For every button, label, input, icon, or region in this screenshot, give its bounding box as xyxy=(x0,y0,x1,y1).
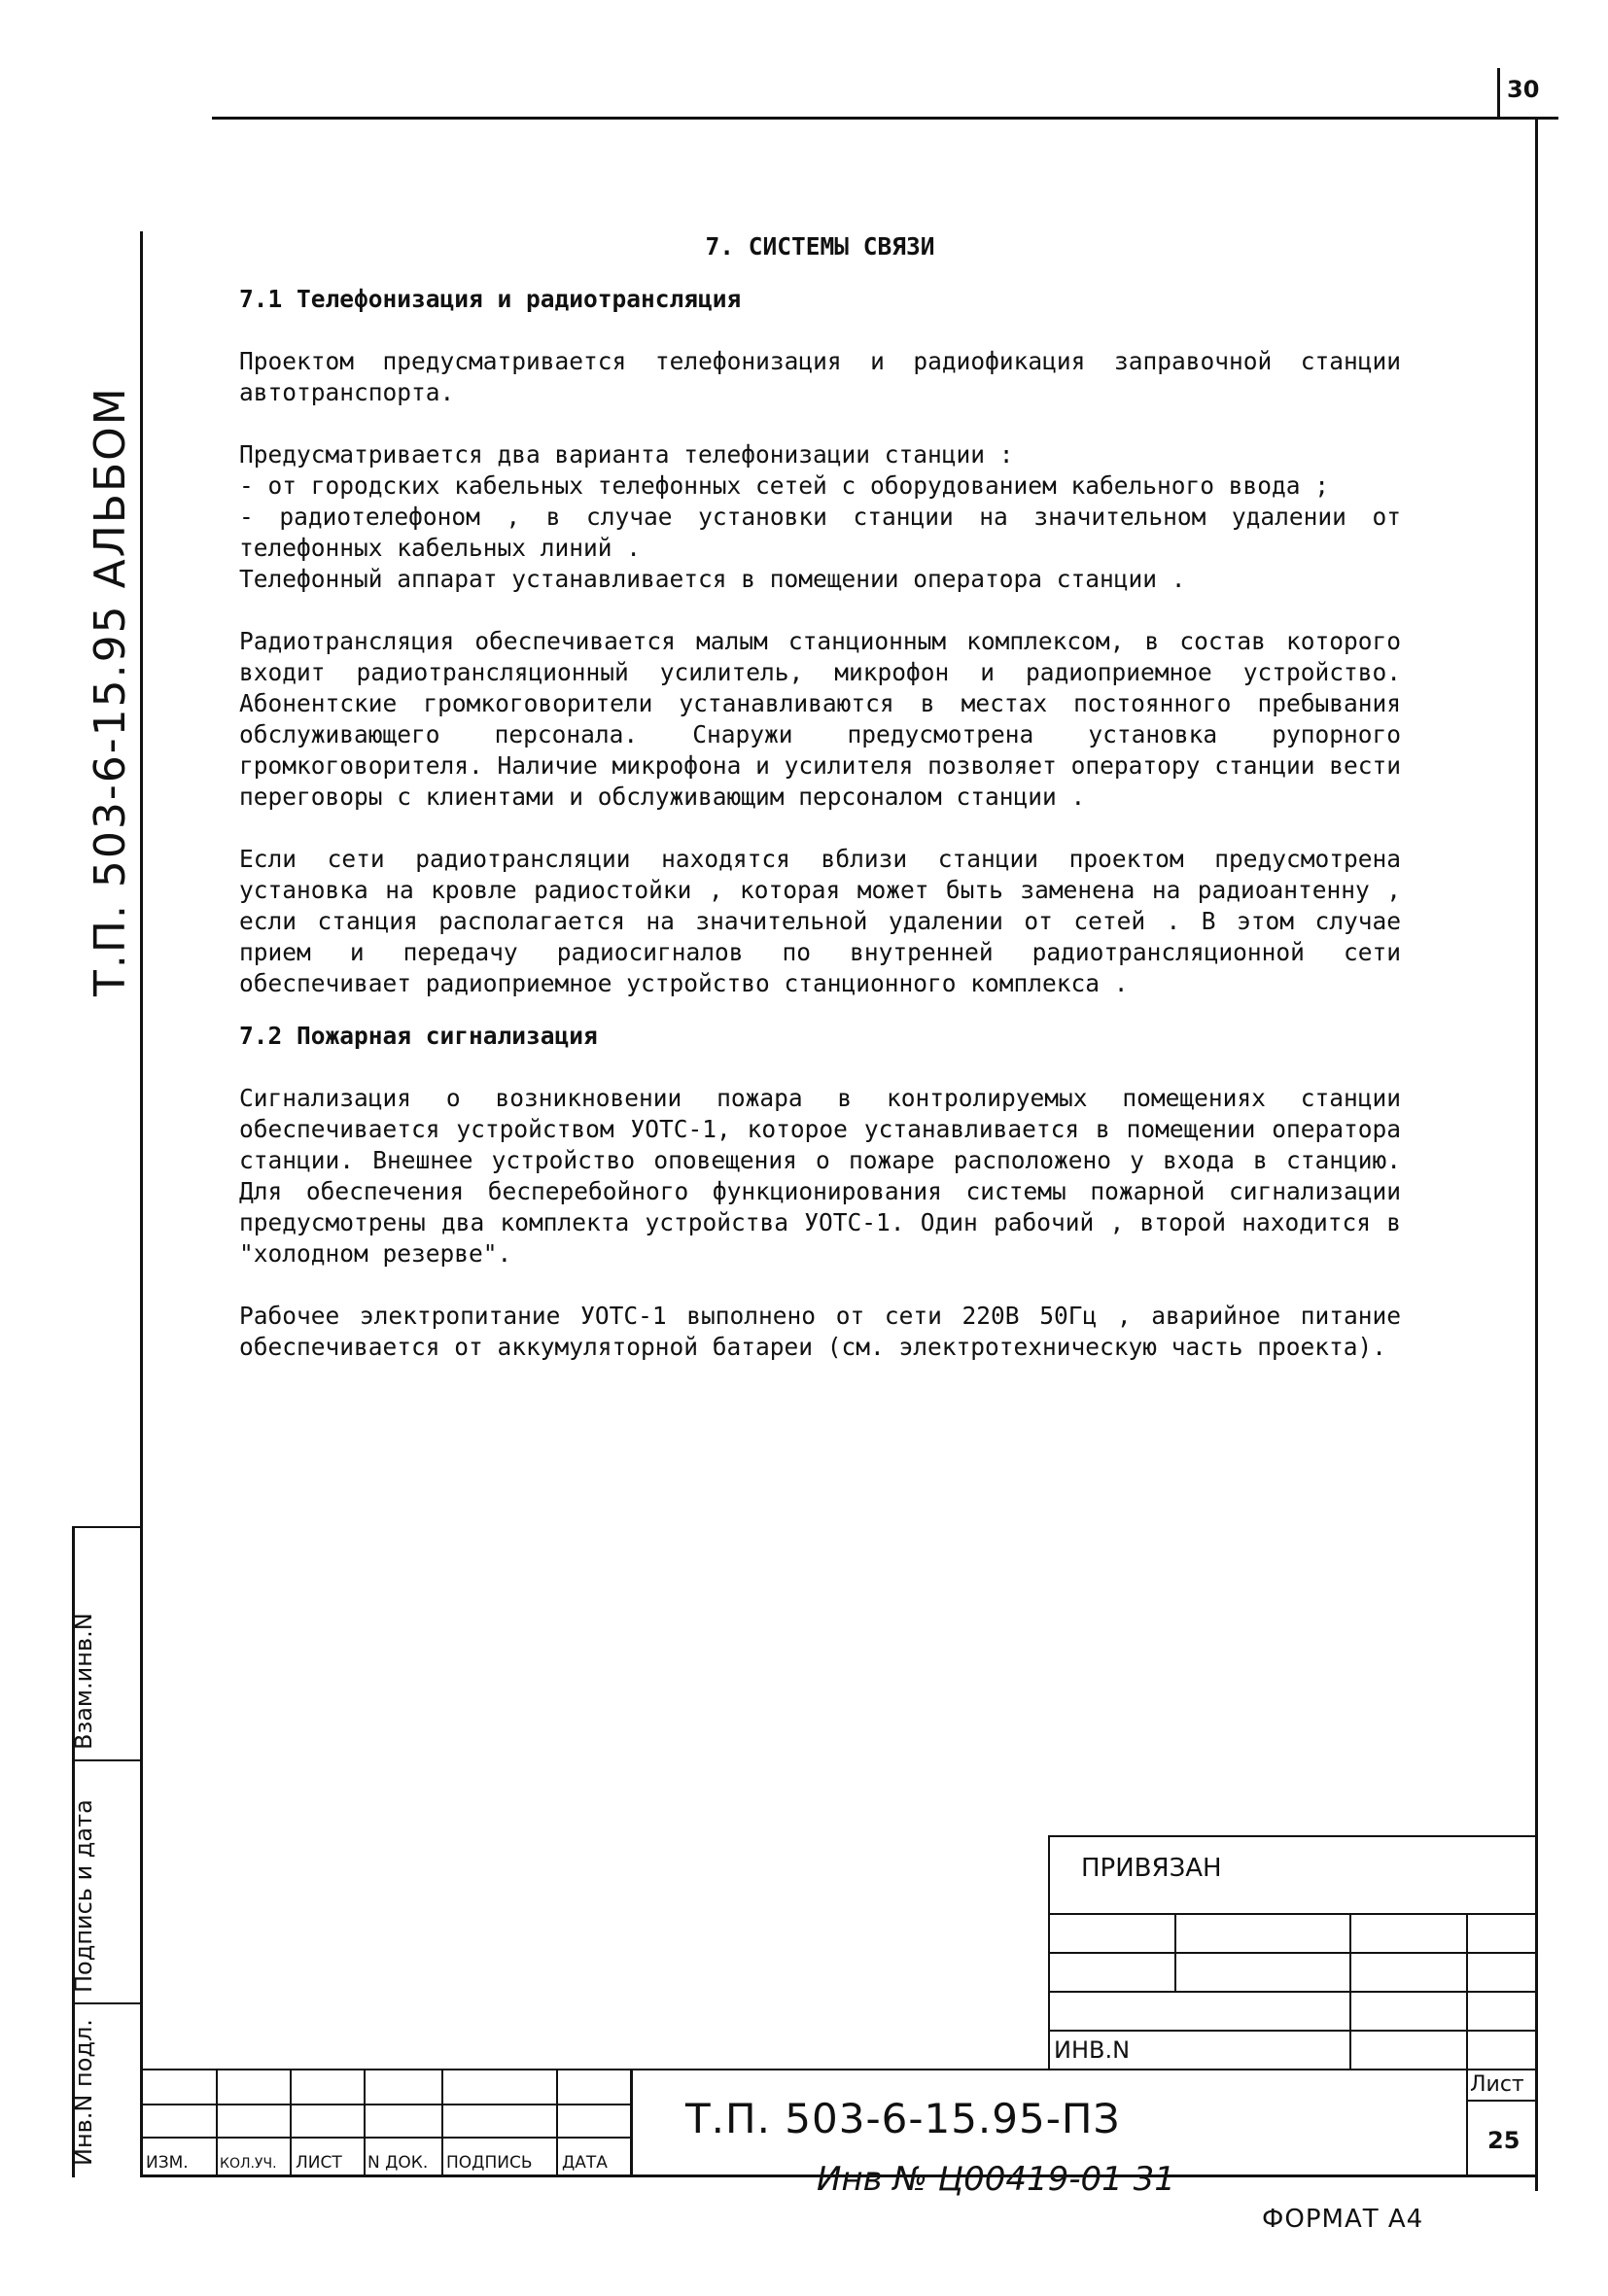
col-kol-uch: КОЛ.УЧ. xyxy=(220,2156,277,2172)
side-label-podpis-data: Подпись и дата xyxy=(70,1799,97,1993)
side-label-inv-podl: Инв.N подл. xyxy=(70,2019,97,2166)
paragraph-fire-alarm: Сигнализация о возникновении пожара в контролируемых помещениях станции обеспечивается устройством УОТС-1, которое устанавливается в помещении оператора станции. Внешнее устройство оповещения о пожаре расположено у входа в станцию. Для обеспечения бесперебойного функционирования системы пожарной сигнализации предусмотрены два комплекта устройства УОТС-1. Один рабочий , второй находится в "холодном резерве". xyxy=(239,1084,1401,1268)
paragraph-radio: Радиотрансляция обеспечивается малым станционным комплексом, в состав которого входит радиотрансляционный усилитель, микрофон и радиоприемное устройство. Абонентские громкоговорители устанавливаются в местах постоянного пребывания обслуживающего персонала. Снаружи предусмотрена установка рупорного громкоговорителя. Наличие микрофона и усилителя позволяет оператору станции вести переговоры с клиентами и обслуживающим персоналом станции . xyxy=(239,627,1401,811)
side-strip-div1 xyxy=(72,1759,142,1761)
stamp-top xyxy=(1048,1835,1538,1837)
stamp-inv-n: ИНВ.N xyxy=(1054,2036,1131,2064)
section-7-2-heading: 7.2 Пожарная сигнализация xyxy=(239,1022,598,1050)
list-box-divider xyxy=(1466,2100,1538,2102)
format-label: ФОРМАТ А4 xyxy=(1262,2205,1424,2234)
top-rule xyxy=(212,117,1558,120)
col-podpis: ПОДПИСЬ xyxy=(446,2153,533,2173)
side-strip-top xyxy=(72,1526,142,1528)
document-body xyxy=(239,231,1401,1363)
section-7-1-heading: 7.1 Телефонизация и радиотрансляция xyxy=(239,285,742,313)
list-box-left xyxy=(1466,2069,1468,2177)
paragraph-power-supply: Рабочее электропитание УОТС-1 выполнено от сети 220В 50Гц , аварийное питание обеспечивается от аккумуляторной батареи (см. электротехническую часть проекта). xyxy=(239,1302,1401,1361)
page-number: 30 xyxy=(1507,76,1540,103)
title-block-code-left xyxy=(630,2069,633,2177)
list-label: Лист xyxy=(1470,2072,1524,2097)
title-block-top xyxy=(140,2069,1538,2070)
document-code: Т.П. 503-6-15.95-ПЗ xyxy=(685,2095,1121,2142)
paragraph-phone-location: Телефонный аппарат устанавливается в помещении оператора станции . xyxy=(239,565,1186,593)
col-n-dok: N ДОК. xyxy=(367,2153,429,2173)
page-number-divider xyxy=(1497,68,1500,119)
section-title: 7. СИСТЕМЫ СВЯЗИ xyxy=(705,232,935,261)
side-label-vzam-inv: Взам.инв.N xyxy=(70,1613,97,1750)
right-border xyxy=(1535,117,1538,2191)
list-value: 25 xyxy=(1487,2127,1521,2154)
col-list: ЛИСТ xyxy=(296,2153,342,2173)
paragraph-radio-network: Если сети радиотрансляции находятся вблизи станции проектом предусмотрена установка на кровле радиостойки , которая может быть заменена на радиоантенну , если станция располагается на значительной удалении от сетей . В этом случае прием и передачу радиосигналов по внутренней радиотрансляционной сети обеспечивает радиоприемное устройство станционного комплекса . xyxy=(239,845,1401,997)
paragraph-variants: Предусматривается два варианта телефонизации станции : xyxy=(239,440,1014,469)
paragraph-variant-2: - радиотелефоном , в случае установки станции на значительном удалении от телефонных кабельных линий . xyxy=(239,503,1401,562)
side-strip-div2 xyxy=(72,2002,142,2004)
col-data: ДАТА xyxy=(562,2153,608,2173)
col-izm: ИЗМ. xyxy=(146,2153,189,2173)
paragraph-variant-1: - от городских кабельных телефонных сетей с оборудованием кабельного ввода ; xyxy=(239,471,1330,500)
stamp-privyazan: ПРИВЯЗАН xyxy=(1081,1854,1222,1883)
left-border xyxy=(140,231,143,2177)
side-album-title: Т.П. 503-6-15.95 АЛЬБОМ xyxy=(86,386,135,996)
paragraph-telephony-intro: Проектом предусматривается телефонизация и радиофикация заправочной станции автотранспорта. xyxy=(239,347,1401,406)
handwritten-inventory-note: Инв № Ц00419-01 31 xyxy=(817,2160,1175,2199)
